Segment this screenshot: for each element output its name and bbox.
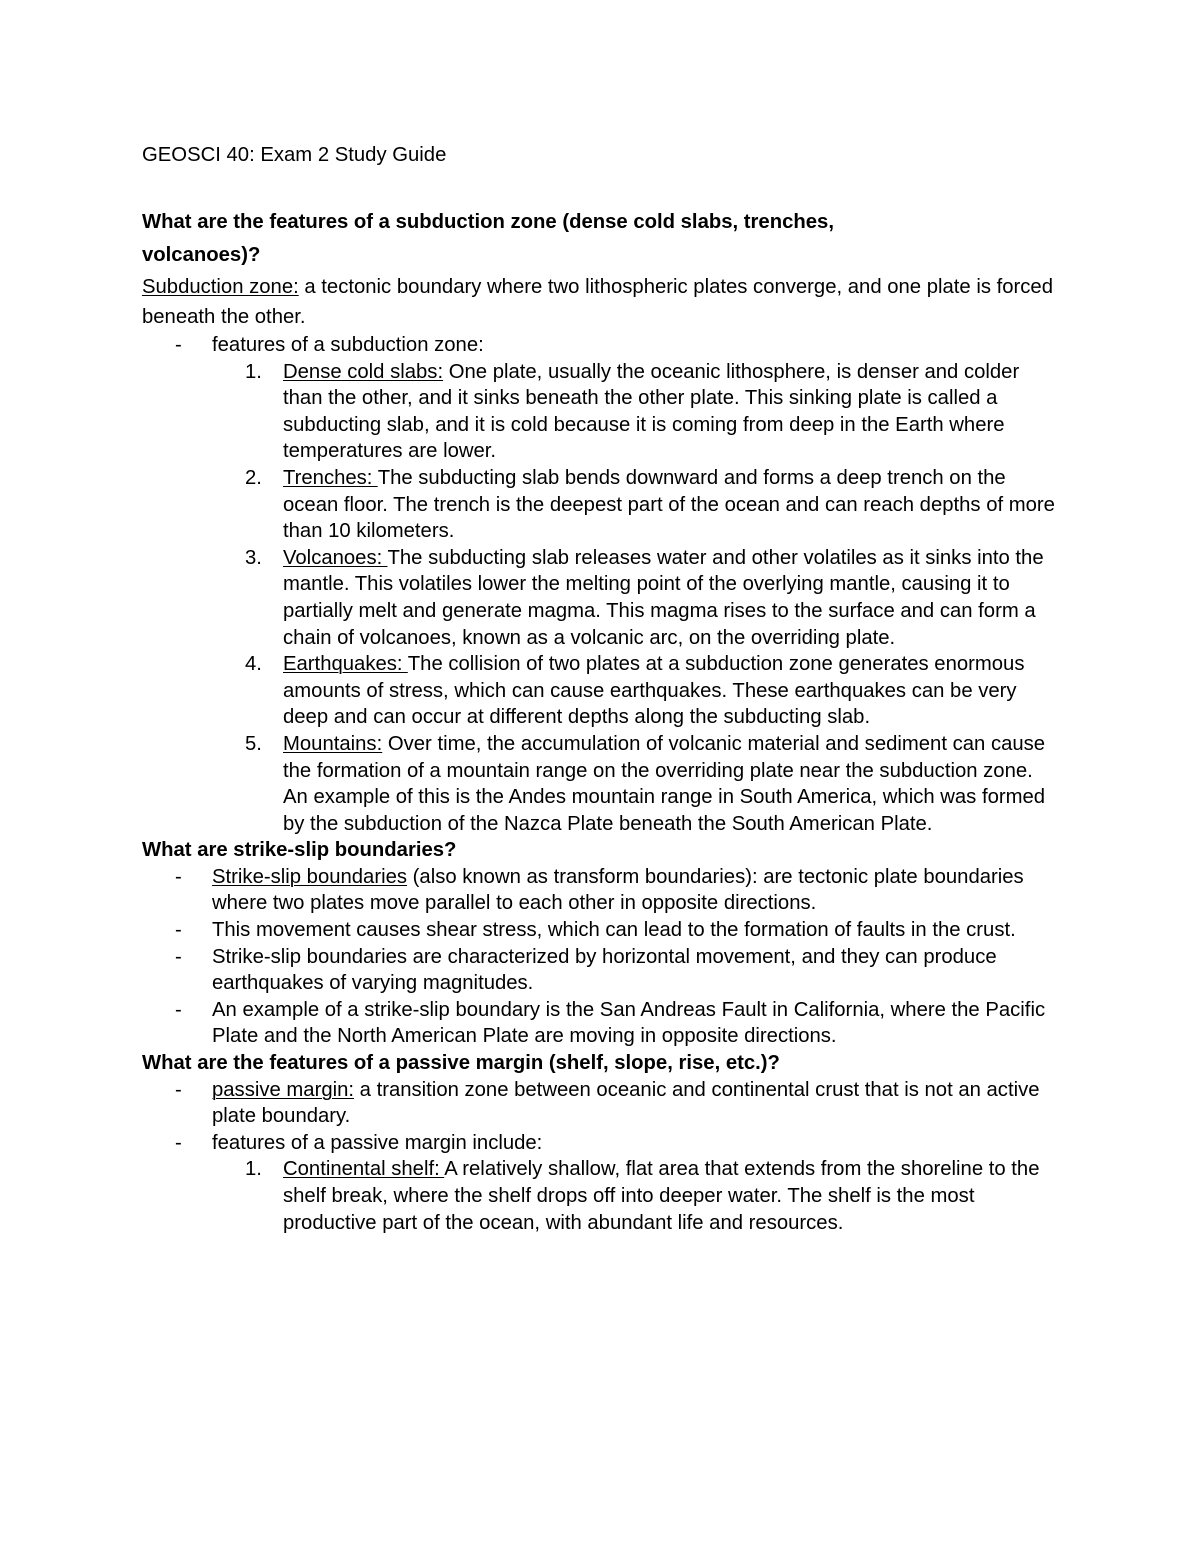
section-passive-margin [142, 1050, 1062, 1236]
feature-text: Over time, the accumulation of volcanic material and sediment can cause the formation of a mountain range on the overriding plate near the subduction zone. An example of this is the Andes mountain range in South America, which was formed by the subduction of the Nazca Plate beneath the South American Plate. [283, 732, 1046, 835]
dash-marker: - [175, 945, 182, 968]
passive-margin-bullets [142, 1077, 1062, 1157]
feature-term: Volcanoes: [283, 546, 388, 569]
bullet-text: Strike-slip boundaries are characterized by horizontal movement, and they can produce earthquakes of varying magnitudes. [212, 945, 997, 995]
subduction-def-term: Subduction zone: [142, 276, 299, 298]
bullet-text: a transition zone between oceanic and continental crust that is not an active plate boundary. [212, 1078, 1040, 1128]
subduction-heading [142, 206, 1062, 272]
list-item [142, 651, 1062, 731]
list-item [142, 917, 1062, 944]
subduction-features-list [142, 359, 1062, 838]
list-item [142, 997, 1062, 1050]
list-number: 3. [245, 546, 262, 569]
bullet-term: passive margin: [212, 1078, 355, 1101]
list-number: 1. [245, 1158, 262, 1181]
feature-text: The subducting slab releases water and other volatiles as it sinks into the mantle. This volatiles lower the melting point of the overlying mantle, causing it to partially melt and generate magma. This magma rises to the surface and can form a chain of volcanoes, known as a volcanic arc, on the overriding plate. [283, 546, 1044, 649]
list-item [142, 1130, 1062, 1157]
dash-marker: - [175, 1131, 182, 1154]
section-strike-slip [142, 837, 1062, 1050]
list-item [142, 359, 1062, 465]
list-item [142, 731, 1062, 837]
bullet-text: features of a passive margin include: [212, 1131, 543, 1154]
list-number: 1. [245, 360, 262, 383]
feature-text: The collision of two plates at a subduction zone generates enormous amounts of stress, which can cause earthquakes. These earthquakes can be very deep and can occur at different depths along the subducting slab. [283, 653, 1025, 729]
bullet-text: An example of a strike-slip boundary is the San Andreas Fault in California, where the Pacific Plate and the North American Plate are moving in opposite directions. [212, 998, 1046, 1048]
subduction-bullets [142, 332, 1062, 359]
list-item [142, 1077, 1062, 1130]
list-number: 5. [245, 732, 262, 755]
list-number: 2. [245, 466, 262, 489]
feature-text: The subducting slab bends downward and forms a deep trench on the ocean floor. The trench is the deepest part of the ocean and can reach depths of more than 10 kilometers. [283, 466, 1055, 543]
bullet-text: (also known as transform boundaries): are tectonic plate boundaries where two plates move parallel to each other in opposite directions. [212, 865, 1024, 915]
subduction-heading-line2: volcanoes)? [142, 244, 261, 266]
subduction-definition [142, 272, 1062, 332]
bullet-term: Strike-slip boundaries [212, 865, 408, 888]
subduction-heading-line1: What are the features of a subduction zone (dense cold slabs, trenches, [142, 211, 834, 233]
dash-marker: - [175, 334, 182, 356]
subduction-def-text: a tectonic boundary where two lithospheric plates converge, and one plate is forced beneath the other. [142, 276, 1053, 328]
bullet-text: This movement causes shear stress, which can lead to the formation of faults in the crust. [212, 919, 1016, 942]
section-subduction [142, 206, 1062, 837]
list-item [142, 1156, 1062, 1236]
list-item [142, 545, 1062, 651]
document-title: GEOSCI 40: Exam 2 Study Guide [142, 144, 447, 166]
feature-term: Trenches: [283, 466, 378, 489]
feature-term: Dense cold slabs: [283, 360, 444, 383]
list-item [142, 864, 1062, 917]
list-item [142, 465, 1062, 545]
strike-slip-bullets [142, 864, 1062, 1050]
feature-term: Earthquakes: [283, 653, 408, 676]
feature-term: Mountains: [283, 732, 383, 755]
list-item [142, 332, 1062, 359]
feature-text: A relatively shallow, flat area that extends from the shoreline to the shelf break, where the shelf drops off into deeper water. The shelf is the most productive part of the ocean, with abundant life and resources. [283, 1158, 1040, 1234]
dash-marker: - [175, 919, 182, 942]
subduction-bullet-text: features of a subduction zone: [212, 334, 484, 356]
dash-marker: - [175, 865, 182, 888]
document-page [142, 138, 1062, 1236]
feature-term: Continental shelf: [283, 1158, 445, 1181]
dash-marker: - [175, 998, 182, 1021]
feature-text: One plate, usually the oceanic lithosphere, is denser and colder than the other, and it sinks beneath the other plate. This sinking plate is called a subducting slab, and it is cold because it is coming from deep in the Earth where temperatures are lower. [283, 360, 1020, 463]
list-number: 4. [245, 653, 262, 676]
dash-marker: - [175, 1078, 182, 1101]
passive-margin-heading: What are the features of a passive margin (shelf, slope, rise, etc.)? [142, 1052, 780, 1075]
list-item [142, 944, 1062, 997]
strike-slip-heading: What are strike-slip boundaries? [142, 839, 457, 862]
passive-margin-features-list [142, 1156, 1062, 1236]
